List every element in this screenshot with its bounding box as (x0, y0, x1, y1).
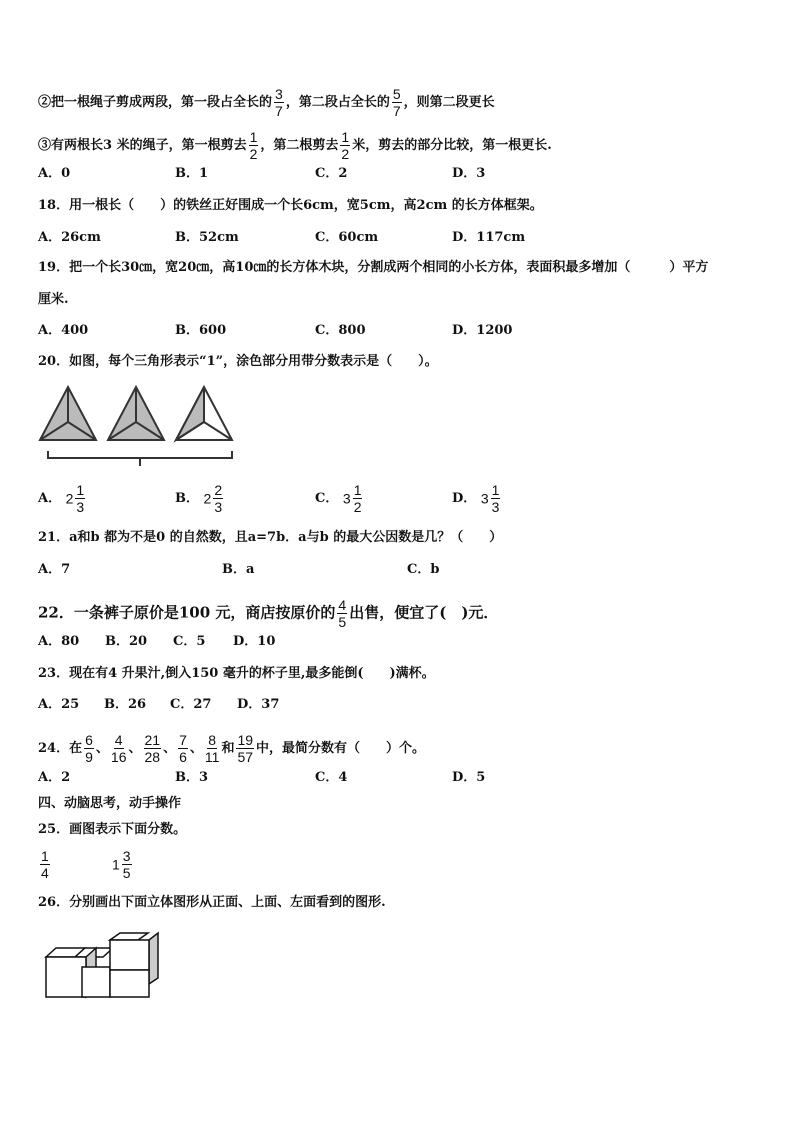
option-b[interactable]: B．20 (105, 634, 148, 649)
option-a[interactable]: A．400 (38, 323, 89, 338)
denominator: 16 (110, 749, 127, 765)
option-label: A． (38, 491, 62, 506)
option-c[interactable]: C．800 (315, 323, 366, 338)
option-label: B． (175, 491, 199, 506)
denominator: 5 (122, 865, 131, 881)
option-b[interactable]: B．52cm (175, 230, 239, 245)
question-26: 26．分别画出下面立体图形从正面、上面、左面看到的图形. (38, 895, 386, 910)
cubes-figure (40, 930, 160, 1015)
option-c[interactable]: C．b (407, 562, 440, 577)
numerator: 1 (353, 482, 362, 498)
numerator: 8 (208, 732, 217, 748)
statement-2 (38, 86, 495, 119)
option-label: C． (315, 491, 339, 506)
numerator: 19 (237, 732, 254, 748)
question-19: 19．把一个长30㎝，宽20㎝，高10㎝的长方体木块，分割成两个相同的小长方体，表面积最多增加（ ）平方 (38, 260, 709, 275)
numerator: 1 (249, 129, 258, 145)
option-a[interactable]: A．80 (38, 634, 80, 649)
fraction (337, 597, 347, 630)
text: 出售，便宜了( )元． (349, 603, 499, 622)
option-b[interactable] (175, 482, 225, 515)
fraction (111, 732, 127, 765)
fraction (178, 732, 188, 765)
option-c[interactable]: C．4 (315, 770, 348, 785)
numerator: 1 (491, 482, 500, 498)
option-c[interactable]: C．60cm (315, 230, 379, 245)
option-d[interactable]: D．10 (233, 634, 276, 649)
triangle-2 (108, 387, 164, 440)
separator: 、 (163, 741, 177, 756)
option-a[interactable]: A．0 (38, 166, 71, 181)
question-18: 18．用一根长（ ）的铁丝正好围成一个长6cm，宽5cm，高2cm 的长方体框架。 (38, 198, 543, 213)
separator: 、 (189, 741, 203, 756)
fraction (274, 86, 284, 119)
denominator: 11 (204, 749, 220, 765)
denominator: 5 (338, 614, 347, 630)
numerator: 2 (214, 482, 223, 498)
fraction (75, 482, 85, 515)
denominator: 3 (76, 499, 85, 515)
whole: 2 (65, 490, 74, 507)
option-c[interactable] (315, 482, 364, 515)
option-c[interactable]: C．5 (173, 634, 206, 649)
option-b[interactable]: B．26 (104, 697, 147, 712)
numerator: 7 (179, 732, 187, 748)
text: ②把一根绳子剪成两段，第一段占全长的 (38, 95, 273, 110)
brace (48, 451, 232, 466)
text: 和 (221, 741, 235, 756)
whole: 3 (342, 490, 351, 507)
fraction (205, 732, 220, 765)
option-a[interactable]: A．26cm (38, 230, 101, 245)
option-c[interactable]: C．2 (315, 166, 348, 181)
fraction (144, 732, 162, 765)
numerator: 3 (275, 86, 283, 102)
denominator: 2 (353, 499, 362, 515)
question-19-cont: 厘米. (38, 292, 69, 307)
fraction (84, 732, 94, 765)
triangle-3 (176, 387, 232, 440)
numerator: 4 (114, 732, 123, 748)
text: ，第二根剪去 (260, 138, 339, 153)
fraction (491, 482, 501, 515)
triangle-1 (40, 387, 96, 440)
option-a[interactable]: A．7 (38, 562, 71, 577)
question-24 (38, 732, 425, 765)
numerator: 4 (338, 597, 347, 613)
text: 22．一条裤子原价是100 元，商店按原价的 (38, 603, 336, 622)
fraction (392, 86, 402, 119)
option-a[interactable]: A．2 (38, 770, 71, 785)
denominator: 2 (341, 146, 350, 162)
option-b[interactable]: B．3 (175, 770, 209, 785)
option-a[interactable] (38, 482, 87, 515)
fraction (122, 848, 132, 881)
fraction (249, 129, 259, 162)
option-b[interactable]: B．1 (175, 166, 209, 181)
denominator: 9 (85, 749, 93, 765)
separator: 、 (95, 741, 109, 756)
numerator: 5 (392, 86, 401, 102)
fraction (353, 482, 363, 515)
option-d[interactable]: D．1200 (452, 323, 513, 338)
denominator: 2 (249, 146, 258, 162)
option-label: D． (452, 491, 477, 506)
question-21: 21．a和b 都为不是0 的自然数，且a=7b．a与b 的最大公因数是几？（ ） (38, 530, 503, 545)
triangles-figure (38, 385, 248, 475)
text: ③有两根长3 米的绳子，第一根剪去 (38, 138, 247, 153)
statement-3 (38, 129, 552, 162)
whole: 1 (112, 856, 120, 873)
question-25: 25．画图表示下面分数。 (38, 822, 187, 837)
denominator: 57 (237, 749, 254, 765)
denominator: 6 (179, 749, 187, 765)
option-d[interactable]: D．37 (237, 697, 280, 712)
fraction (40, 848, 50, 881)
numerator: 1 (76, 482, 85, 498)
numerator: 1 (41, 848, 49, 864)
fraction (340, 129, 350, 162)
denominator: 4 (41, 865, 49, 881)
numerator: 21 (144, 732, 161, 748)
text: 中，最简分数有（ ）个。 (256, 741, 426, 756)
question-22 (38, 597, 498, 630)
option-b[interactable]: B．a (222, 562, 255, 577)
option-a[interactable]: A．25 (38, 697, 80, 712)
denominator: 7 (275, 103, 283, 119)
question-20: 20．如图，每个三角形表示“1”，涂色部分用带分数表示是（ ）。 (38, 354, 438, 369)
denominator: 28 (144, 749, 161, 765)
fraction (213, 482, 223, 515)
text: 24．在 (38, 741, 83, 756)
whole: 3 (480, 490, 489, 507)
option-c[interactable]: C．27 (170, 697, 212, 712)
fraction (236, 732, 254, 765)
option-d[interactable]: D．5 (452, 770, 486, 785)
text: ，则第二段更长 (403, 95, 495, 110)
denominator: 3 (491, 499, 500, 515)
section-heading: 四、动脑思考，动手操作 (38, 796, 182, 811)
fraction-one-quarter (38, 848, 52, 881)
numerator: 3 (122, 848, 131, 864)
text: ，第二段占全长的 (285, 95, 390, 110)
numerator: 6 (85, 732, 93, 748)
question-23: 23．现在有4 升果汁,倒入150 毫升的杯子里,最多能倒( )满杯。 (38, 666, 435, 681)
text: 米，剪去的部分比较，第一根更长. (352, 138, 552, 153)
mixed-number (112, 848, 134, 881)
option-d[interactable]: D．3 (452, 166, 486, 181)
whole: 2 (203, 490, 212, 507)
option-b[interactable]: B．600 (175, 323, 227, 338)
option-d[interactable]: D．117cm (452, 230, 526, 245)
denominator: 7 (392, 103, 401, 119)
numerator: 1 (341, 129, 350, 145)
denominator: 3 (214, 499, 223, 515)
separator: 、 (128, 741, 142, 756)
option-d[interactable] (452, 482, 502, 515)
